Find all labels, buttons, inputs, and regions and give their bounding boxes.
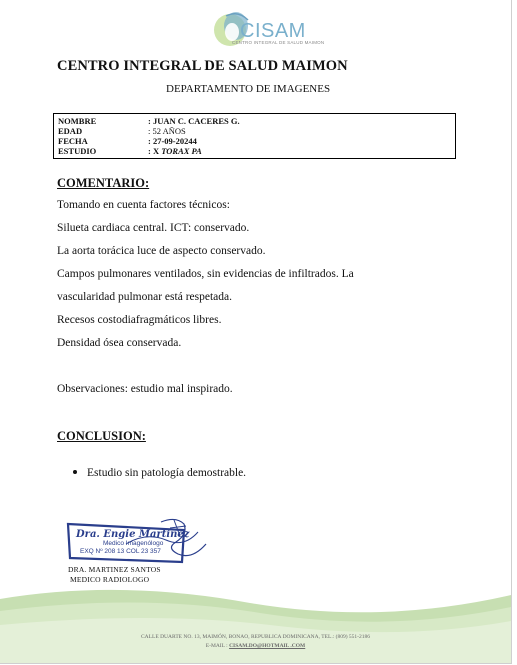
email-prefix: E-MAIL : (205, 643, 230, 649)
bullet-icon (73, 470, 77, 474)
comment-line: Tomando en cuenta factores técnicos: (57, 199, 230, 211)
stamp-role: Medico Imagenólogo (103, 540, 164, 547)
info-label: EDAD (58, 126, 83, 136)
logo-text: CISAM (240, 20, 306, 42)
signer-title: MEDICO RADIOLOGO (70, 575, 150, 584)
signer-name: DRA. MARTINEZ SANTOS (68, 565, 161, 574)
logo-subtitle: CENTRO INTEGRAL DE SALUD MAIMON (232, 40, 325, 45)
patient-info-box (53, 113, 456, 159)
study-type (148, 146, 202, 156)
comment-line: La aorta torácica luce de aspecto conservado. (57, 245, 266, 257)
info-label: ESTUDIO (58, 146, 97, 156)
study-name: TORAX PA (161, 146, 202, 156)
email-link[interactable]: CISAM.DO@HOTMAIL .COM (229, 643, 306, 649)
comment-line: Densidad ósea conservada. (57, 337, 182, 349)
footer-address: CALLE DUARTE NO. 13, MAIMÓN, BONAO, REPUBLICA DOMINICANA, TEL.: (809) 551-2186 (140, 634, 371, 640)
comment-line: Silueta cardiaca central. ICT: conservado. (57, 222, 250, 234)
footer-wave (0, 585, 511, 663)
info-label: FECHA (58, 136, 88, 146)
info-label: NOMBRE (58, 116, 97, 126)
stamp-name: Dra. Engie Martinez (76, 529, 190, 540)
stamp-ids: EXQ Nº 208 13 COL 23 357 (80, 548, 161, 555)
observations: Observaciones: estudio mal inspirado. (57, 383, 233, 395)
study-prefix: : X (148, 146, 162, 156)
comment-line: Campos pulmonares ventilados, sin evidencias de infiltrados. La (57, 268, 354, 280)
patient-name: : JUAN C. CACERES G. (148, 116, 240, 126)
document-title: CENTRO INTEGRAL DE SALUD MAIMON (57, 58, 348, 74)
comment-line: Recesos costodiafragmáticos libres. (57, 314, 222, 326)
comment-line: vascularidad pulmonar está respetada. (57, 291, 232, 303)
patient-age: : 52 AÑOS (148, 126, 186, 136)
study-date: : 27-09-20244 (148, 136, 197, 146)
comment-heading: COMENTARIO: (57, 176, 150, 190)
department: DEPARTAMENTO DE IMAGENES (166, 83, 331, 95)
conclusion-heading: CONCLUSION: (57, 429, 146, 443)
conclusion-item: Estudio sin patología demostrable. (87, 467, 247, 479)
footer-email (0, 643, 511, 649)
